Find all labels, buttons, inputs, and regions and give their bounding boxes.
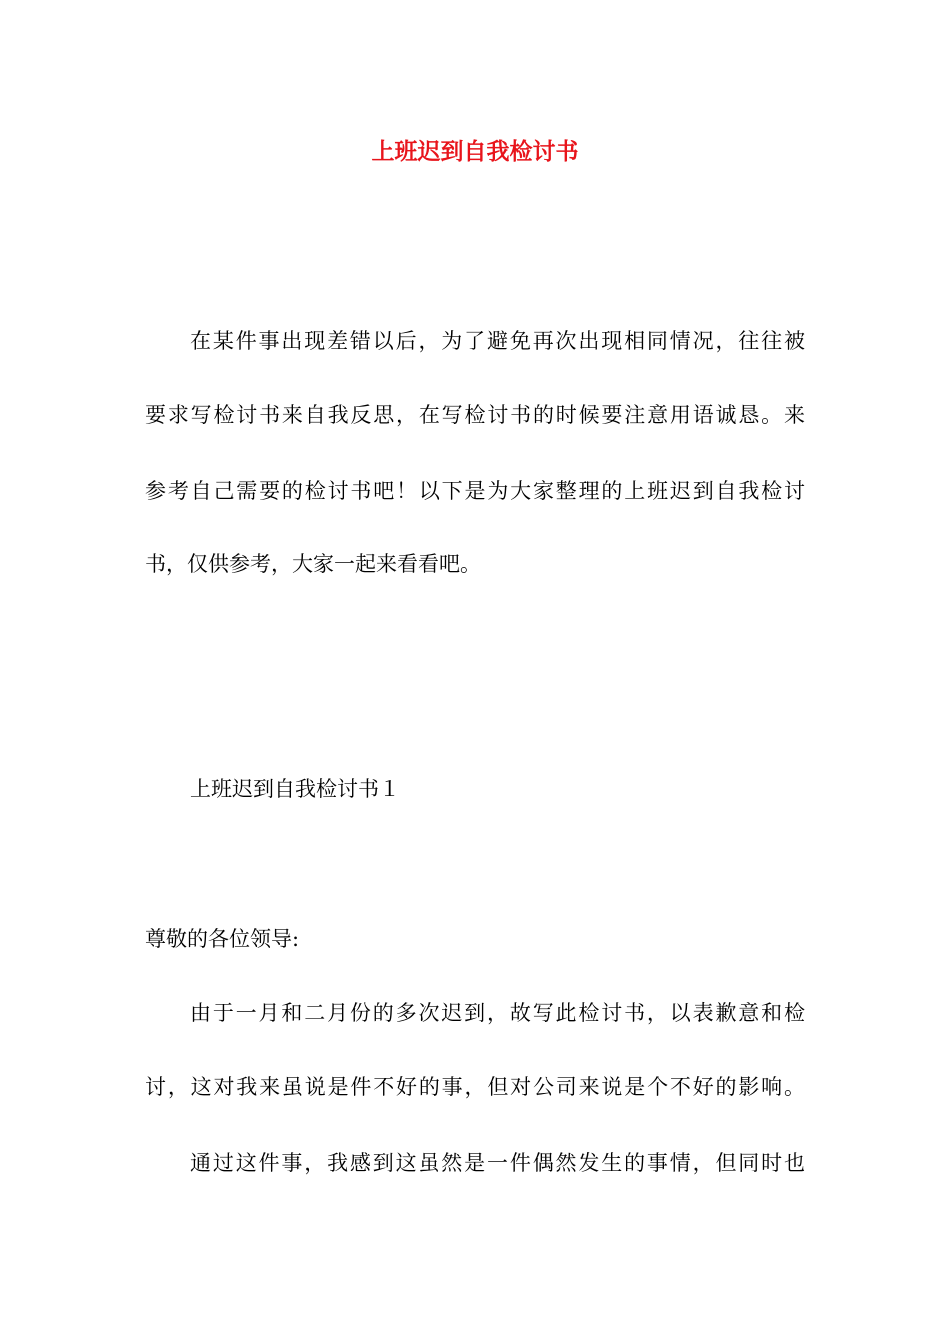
body-line-1: 由于一月和二月份的多次迟到，故写此检讨书，以表歉意和检	[190, 1001, 805, 1025]
salutation: 尊敬的各位领导:	[145, 927, 300, 951]
intro-line-1: 在某件事出现差错以后，为了避免再次出现相同情况，往往被	[190, 329, 805, 353]
section-heading: 上班迟到自我检讨书１	[190, 777, 400, 801]
body-line-3: 通过这件事，我感到这虽然是一件偶然发生的事情，但同时也	[190, 1151, 805, 1175]
intro-line-4: 书，仅供参考，大家一起来看看吧。	[145, 552, 481, 576]
body-line-2: 讨，这对我来虽说是件不好的事，但对公司来说是个不好的影响。	[145, 1075, 805, 1099]
document-title: 上班迟到自我检讨书	[371, 138, 579, 165]
intro-line-2: 要求写检讨书来自我反思，在写检讨书的时候要注意用语诚恳。来	[145, 403, 805, 427]
intro-line-3: 参考自己需要的检讨书吧！以下是为大家整理的上班迟到自我检讨	[145, 479, 805, 503]
